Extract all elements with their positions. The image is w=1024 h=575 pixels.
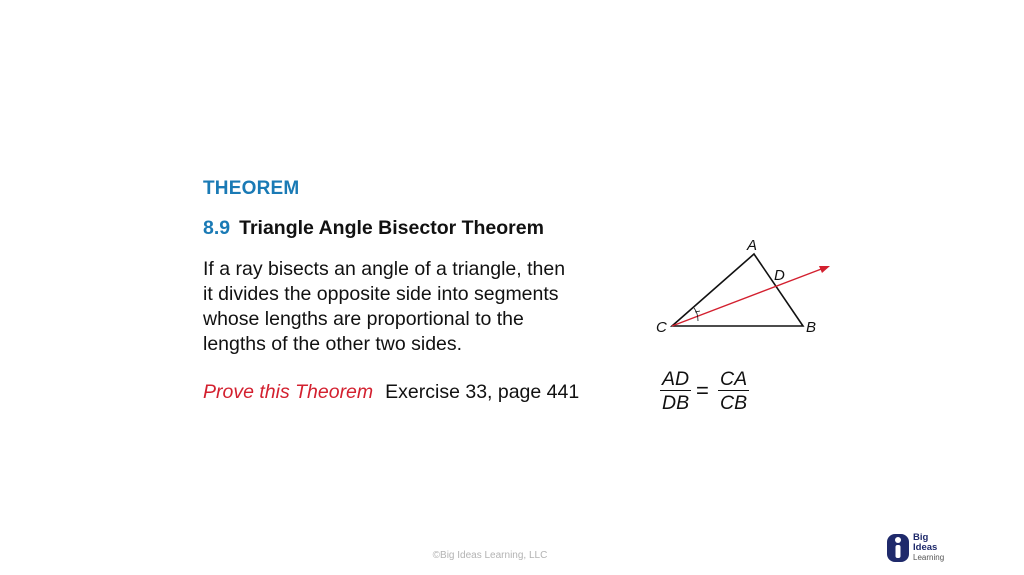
triangle-diagram — [650, 232, 840, 342]
fraction-denominator: CB — [720, 392, 748, 414]
angle-mark — [694, 308, 698, 321]
logo-line: Ideas — [913, 542, 938, 553]
theorem-statement — [203, 257, 623, 357]
ray-arrowhead — [819, 266, 830, 273]
logo-line: Big — [913, 532, 929, 543]
statement-line: If a ray bisects an angle of a triangle, then — [203, 258, 566, 280]
vertex-label-c: C — [656, 319, 667, 336]
fraction-ca-cb — [718, 368, 749, 415]
prove-label: Prove this Theorem — [203, 381, 374, 403]
logo-line: Learning — [913, 553, 945, 562]
vertex-label-d: D — [774, 267, 785, 284]
logo-wordmark — [913, 533, 944, 563]
fraction-ad-db — [660, 368, 691, 415]
theorem-heading: THEOREM — [203, 178, 300, 199]
prove-reference: Exercise 33, page 441 — [385, 381, 580, 403]
theorem-title: Triangle Angle Bisector Theorem — [239, 217, 544, 239]
triangle-abc — [672, 254, 803, 326]
angle-bisector-ray — [672, 268, 824, 326]
fraction-denominator: DB — [662, 392, 690, 414]
statement-line: whose lengths are proportional to the — [203, 308, 524, 330]
vertex-label-b: B — [806, 319, 817, 336]
theorem-title-row — [203, 217, 544, 240]
equals-sign: = — [696, 378, 709, 403]
statement-line: lengths of the other two sides. — [203, 333, 463, 355]
vertex-label-a: A — [747, 237, 758, 254]
fraction-numerator: AD — [662, 368, 690, 390]
statement-line: it divides the opposite side into segments — [203, 283, 559, 305]
fraction-numerator: CA — [720, 368, 748, 390]
copyright-text: ©Big Ideas Learning, LLC — [432, 550, 548, 561]
theorem-number: 8.9 — [203, 217, 231, 239]
prove-row — [203, 381, 579, 404]
